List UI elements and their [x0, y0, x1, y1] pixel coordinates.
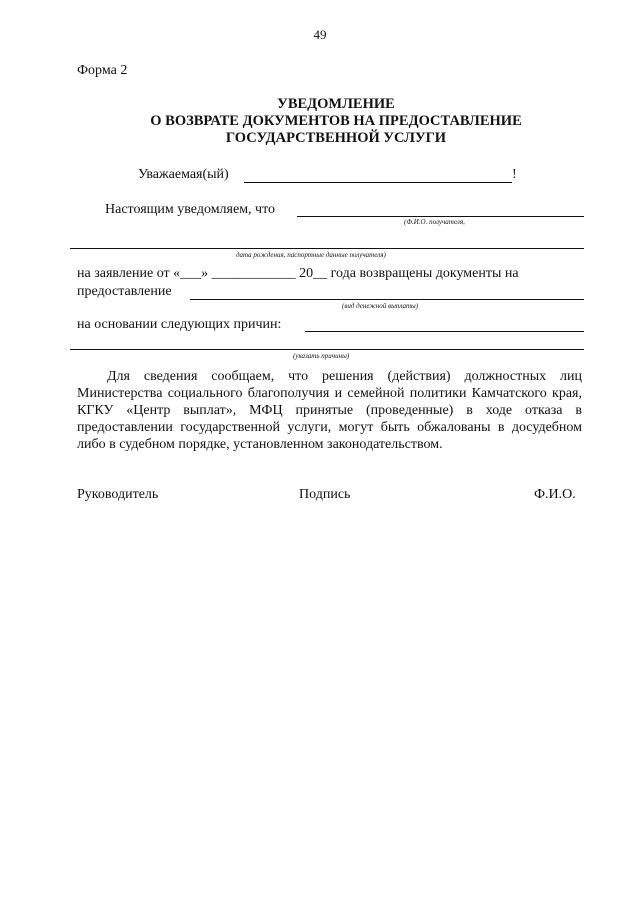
hint-reasons: (указать причины)	[293, 352, 350, 360]
hint-payment-type: (вид денежной выплаты)	[342, 302, 419, 310]
application-month-blank[interactable]: ____________	[211, 266, 296, 281]
title-line-2: О ВОЗВРАТЕ ДОКУМЕНТОВ НА ПРЕДОСТАВЛЕНИЕ	[150, 113, 522, 129]
form-label: Форма 2	[77, 63, 128, 78]
signature-sign: Подпись	[299, 487, 351, 502]
page-number: 49	[313, 27, 327, 42]
application-prefix: на заявление от «	[77, 266, 181, 281]
appeal-paragraph: Для сведения сообщаем, что решения (действия) должностных лиц Министерства социального благополучия и семейной политики Камчатского края, КГКУ «Центр выплат», МФЦ принятые (проведенные) в ходе отказа в предоставлении государственной услуги, могут быть обжалованы в досудебном либо в судебном порядке, установленном законодательством.	[77, 369, 582, 452]
recipient-details-field[interactable]	[70, 248, 584, 249]
recipient-name-field[interactable]	[244, 182, 512, 183]
signature-head: Руководитель	[77, 487, 159, 502]
application-quote-close: »	[201, 266, 209, 281]
application-year[interactable]: 20__	[299, 266, 328, 281]
greeting-text: Уважаемая(ый)	[138, 167, 229, 182]
reasons-text: на основании следующих причин:	[77, 317, 282, 332]
application-day-blank[interactable]: ___	[180, 266, 202, 281]
recipient-fio-field[interactable]	[297, 216, 584, 217]
reasons-field-2[interactable]	[70, 349, 584, 350]
notify-text: Настоящим уведомляем, что	[105, 202, 276, 217]
application-line-2: предоставление	[77, 284, 172, 299]
signature-name: Ф.И.О.	[534, 487, 576, 502]
hint-fio: (Ф.И.О. получателя,	[404, 218, 465, 226]
application-line-1	[77, 266, 519, 282]
reasons-field-1[interactable]	[305, 331, 584, 332]
hint-birth-passport: дата рождения, паспортные данные получателя)	[236, 251, 386, 259]
application-suffix: года возвращены документы на	[330, 266, 519, 281]
title-line-3: ГОСУДАРСТВЕННОЙ УСЛУГИ	[225, 130, 447, 146]
title-line-1: УВЕДОМЛЕНИЕ	[277, 96, 395, 112]
payment-type-field[interactable]	[190, 299, 584, 300]
greeting-exclamation: !	[512, 167, 517, 182]
